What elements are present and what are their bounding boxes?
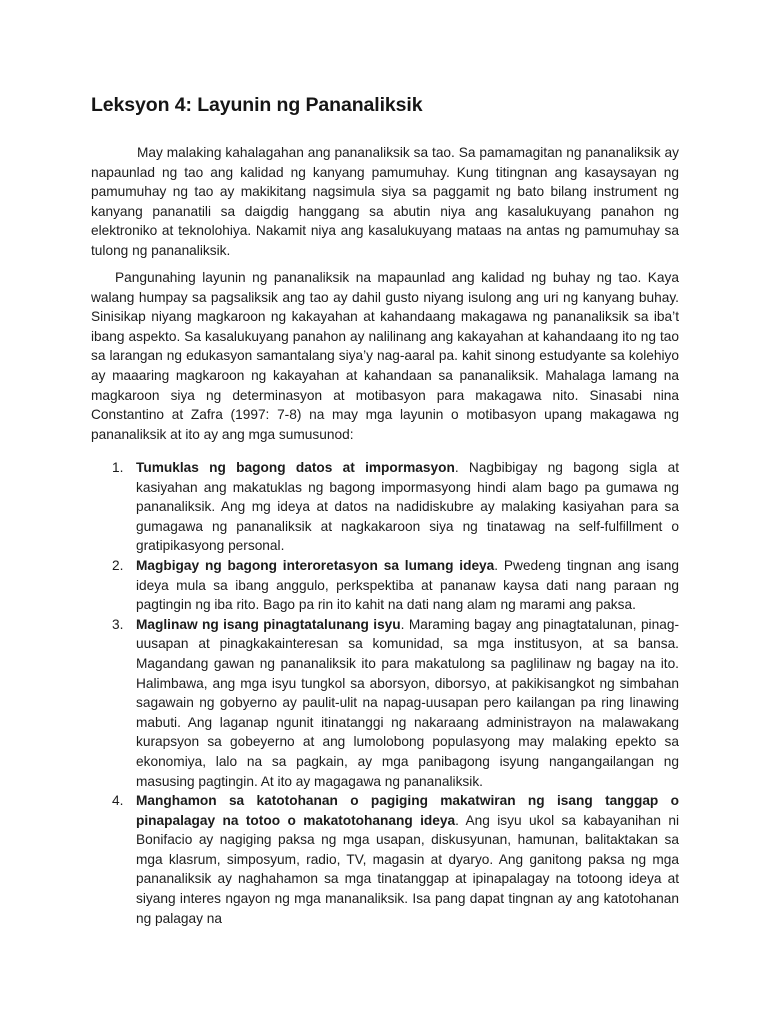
list-item-number: 2. — [112, 557, 124, 573]
list-item-heading: Maglinaw ng isang pinagtatalunang isyu — [136, 616, 401, 632]
list-item-body: . Ang isyu ukol sa kabayanihan ni Bonifacio ay nagiging paksa ng mga usapan, diskusyunan, hamunan, balitaktakan sa mga klasrum, simposyum, radio, TV, magasin at dyaryo. Ang ganitong paksa ng mga pananaliksik ay naghahamon sa mga tinatanggap at ipinapalagay na totoong ideya at siyang interes ngayon ng mga mananaliksik. Isa pang dapat tingnan ay ang katotohanan ng palagay na — [136, 812, 680, 926]
list-item — [91, 615, 679, 791]
list-item-heading: Tumuklas ng bagong datos at impormasyon — [136, 460, 455, 475]
list-item-number: 4. — [112, 793, 124, 809]
body-paragraph: Pangunahing layunin ng pananaliksik na mapaunlad ang kalidad ng buhay ng tao. Kaya walang humpay sa pagsaliksik ang tao ay dahil gusto niyang isulong ang uri ng kanyang buhay. Sinisikap niyang magkaroon ng kakayahan at kahandaang makagawa ng pananaliksik sa iba’t ibang aspekto. Sa kasalukuyang panahon ay nalilinang ang kakayahan at kahandaang ito ng tao sa larangan ng edukasyon samantalang siya’y nag-aaral pa. kahit sinong estudyante sa kolehiyo ay maaaring magkaroon ng kakayahan at kahandaan sa pananaliksik. Mahalaga lamang na magkaroon siya ng determinasyon at motibasyon para makagawa nito. Sinasabi nina Constantino at Zafra (1997: 7-8) na may mga layunin o motibasyon upang makagawa ng pananaliksik at ito ay ang mga sumusunod: — [91, 270, 679, 442]
list-item-number: 1. — [112, 460, 124, 475]
list-item — [91, 556, 679, 615]
list-item-body: . Nagbibigay ng bagong sigla at kasiyahan ang makatuklas ng bagong impormasyong hindi alam bago pa gumawa ng pananaliksik. Ang mg ideya at datos na nadidiskubre ay malaking kasiyahan para sa gumagawa ng pananaliksik at nagkakaroon siya ng tinatawag na self-fulfillment o gratipikasyong personal. — [136, 460, 679, 554]
page-title: Leksyon 4: Layunin ng Pananaliksik — [91, 94, 423, 116]
list-item-body: . Maraming bagay ang pinagtatalunan, pinag-uusapan at pinagkakainteresan sa komunidad, sa mga institusyon, at sa bansa. Magandang gawan ng pananaliksik ito para makatulong sa paglilinaw ng bagay na ito. Halimbawa, ang mga isyu tungkol sa aborsyon, diborsyo, at pakikisangkot ng simbahan sagawain ng gobyerno ay paulit-ulit na napag-uusapan pero kailangan pa ring linawing mabuti. Ang laganap ngunit itinatanggi ng nakaraang administrayon na malawakang kurapsyon sa gobeyerno at ang lumolobong populasyong may malaking epekto sa ekonomiya, lalo na sa pagkain, ay mga panibagong isyung nangangailangan ng masusing pagtingin. At ito ay magagawa ng pananaliksik. — [136, 616, 679, 789]
list-item-heading: Manghamon sa katotohanan o pagiging makatwiran ng isang tanggap o pinapalagay na totoo o makatotohanang ideya — [136, 793, 679, 828]
list-item-number: 3. — [112, 616, 124, 632]
objectives-list — [91, 458, 679, 928]
intro-paragraph: May malaking kahalagahan ang pananaliksik sa tao. Sa pamamagitan ng pananaliksik ay napaunlad ng tao ang kalidad ng kanyang pamumuhay. Kung titingnan ang kasaysayan ng pamumuhay ng tao ay makikitang nagsimula siya sa paggamit ng bato bilang instrument ng kanyang pananatili sa daigdig hanggang sa abutin niya ang kasalukuyang panahon ng elektroniko at teknolohiya. Nakamit niya ang kasalukuyang mataas na antas ng pamumuhay sa tulong ng pananaliksik. — [91, 145, 679, 258]
list-item — [91, 791, 679, 928]
list-item-heading: Magbigay ng bagong interoretasyon sa lumang ideya — [136, 557, 495, 573]
list-item — [91, 458, 679, 556]
list-item-body: . Pwedeng tingnan ang isang ideya mula sa ibang anggulo, perkspektiba at pananaw kaysa dati nang paraan ng pagtingin ng iba rito. Bago pa rin ito kahit na dati nang alam ng marami ang paksa. — [136, 557, 679, 613]
